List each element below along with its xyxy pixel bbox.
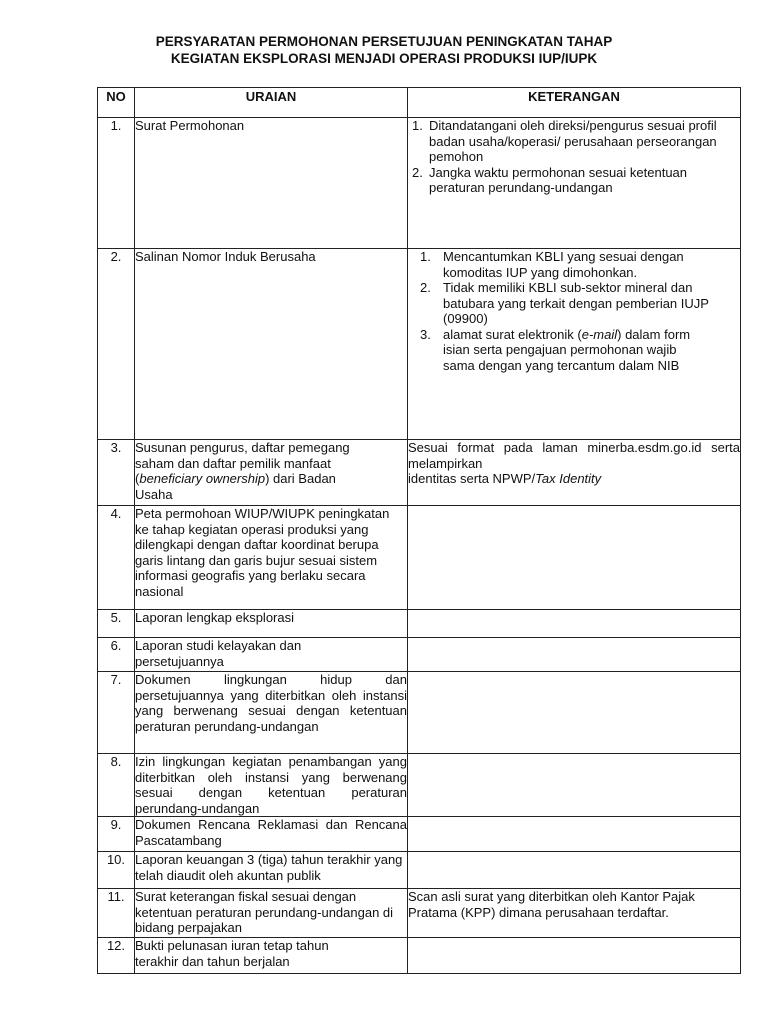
table-row xyxy=(98,638,741,672)
row-keterangan xyxy=(408,440,741,506)
row-keterangan: Scan asli surat yang diterbitkan oleh Kantor Pajak Pratama (KPP) dimana perusahaan terdaftar. xyxy=(408,889,741,938)
row-keterangan xyxy=(408,638,741,672)
row-keterangan xyxy=(408,118,741,249)
row-number: 12. xyxy=(98,938,135,974)
table-row xyxy=(98,938,741,974)
table-row xyxy=(98,817,741,852)
list-item: 2. Jangka waktu permohonan sesuai ketentuan peraturan perundang-undangan xyxy=(412,164,688,195)
list-item: 1. Ditandatangani oleh direksi/pengurus sesuai profil badan usaha/koperasi/ perusahaan perseorangan pemohon xyxy=(412,118,717,164)
header-no: NO xyxy=(98,88,135,118)
row-number: 3. xyxy=(98,440,135,506)
row-number: 11. xyxy=(98,889,135,938)
table-row xyxy=(98,672,741,754)
row-number: 7. xyxy=(98,672,135,754)
row-uraian: Dokumen Rencana Reklamasi dan Rencana Pascatambang xyxy=(135,817,408,852)
row-keterangan xyxy=(408,852,741,889)
table-header-row xyxy=(98,88,741,118)
row-uraian: Izin lingkungan kegiatan penambangan yang diterbitkan oleh instansi yang berwenang sesuai dengan ketentuan peraturan perundang-undangan xyxy=(135,754,407,816)
row-number: 6. xyxy=(98,638,135,672)
document-title xyxy=(0,33,768,67)
requirements-table xyxy=(97,87,741,974)
row-number: 5. xyxy=(98,610,135,638)
row-keterangan xyxy=(408,506,741,610)
row-keterangan xyxy=(408,754,741,817)
row-number: 2. xyxy=(98,249,135,440)
row-number: 1. xyxy=(98,118,135,249)
keterangan-text-line2: identitas serta NPWP/Tax Identity xyxy=(408,471,602,486)
table-row xyxy=(98,754,741,817)
header-keterangan: KETERANGAN xyxy=(408,88,741,118)
title-line-2: KEGIATAN EKSPLORASI MENJADI OPERASI PRODUKSI IUP/IUPK xyxy=(170,51,598,66)
row-keterangan xyxy=(408,938,741,974)
row-uraian: Surat keterangan fiskal sesuai dengan ketentuan peraturan perundang-undangan di bidang perpajakan xyxy=(135,889,408,938)
table-row xyxy=(98,852,741,889)
keterangan-list xyxy=(412,118,740,196)
table-row xyxy=(98,440,741,506)
row-number: 10. xyxy=(98,852,135,889)
row-keterangan xyxy=(408,817,741,852)
list-item: 2. Tidak memiliki KBLI sub-sektor mineral dan batubara yang terkait dengan pemberian IUJP (09900) xyxy=(420,280,709,326)
row-uraian: Susunan pengurus, daftar pemegang saham dan daftar pemilik manfaat (beneficiary ownership) dari Badan Usaha xyxy=(135,440,408,506)
title-line-1: PERSYARATAN PERMOHONAN PERSETUJUAN PENINGKATAN TAHAP xyxy=(155,34,613,49)
table-row xyxy=(98,249,741,440)
table-row xyxy=(98,506,741,610)
row-uraian: Salinan Nomor Induk Berusaha xyxy=(135,249,408,440)
list-item: 3. alamat surat elektronik (e-mail) dalam form isian serta pengajuan permohonan wajib sama dengan yang tercantum dalam NIB xyxy=(420,326,691,373)
table-row xyxy=(98,118,741,249)
row-uraian: Laporan studi kelayakan dan persetujuannya xyxy=(135,638,408,672)
table-row xyxy=(98,610,741,638)
list-item: 1. Mencantumkan KBLI yang sesuai dengan komoditas IUP yang dimohonkan. xyxy=(420,249,684,280)
row-uraian: Laporan keuangan 3 (tiga) tahun terakhir yang telah diaudit oleh akuntan publik xyxy=(135,852,408,889)
row-uraian: Peta permohoan WIUP/WIUPK peningkatan ke tahap kegiatan operasi produksi yang dilengkapi dengan daftar koordinat berupa garis lintang dan garis bujur sesuai sistem informasi geografis yang berlaku secara nasional xyxy=(135,506,408,610)
row-keterangan xyxy=(408,249,741,440)
row-number: 4. xyxy=(98,506,135,610)
row-uraian: Laporan lengkap eksplorasi xyxy=(135,610,408,638)
keterangan-text: Sesuai format pada laman minerba.esdm.go.id serta melampirkan xyxy=(408,440,740,471)
keterangan-list xyxy=(412,249,710,373)
row-number: 8. xyxy=(98,754,135,817)
row-uraian: Bukti pelunasan iuran tetap tahun terakhir dan tahun berjalan xyxy=(135,938,408,974)
table-row xyxy=(98,889,741,938)
row-keterangan xyxy=(408,610,741,638)
header-uraian: URAIAN xyxy=(135,88,408,118)
row-number: 9. xyxy=(98,817,135,852)
row-keterangan xyxy=(408,672,741,754)
row-uraian: Dokumen lingkungan hidup dan persetujuannya yang diterbitkan oleh instansi yang berwenang sesuai dengan ketentuan peraturan perundang-undangan xyxy=(135,672,408,754)
row-uraian: Surat Permohonan xyxy=(135,118,408,249)
